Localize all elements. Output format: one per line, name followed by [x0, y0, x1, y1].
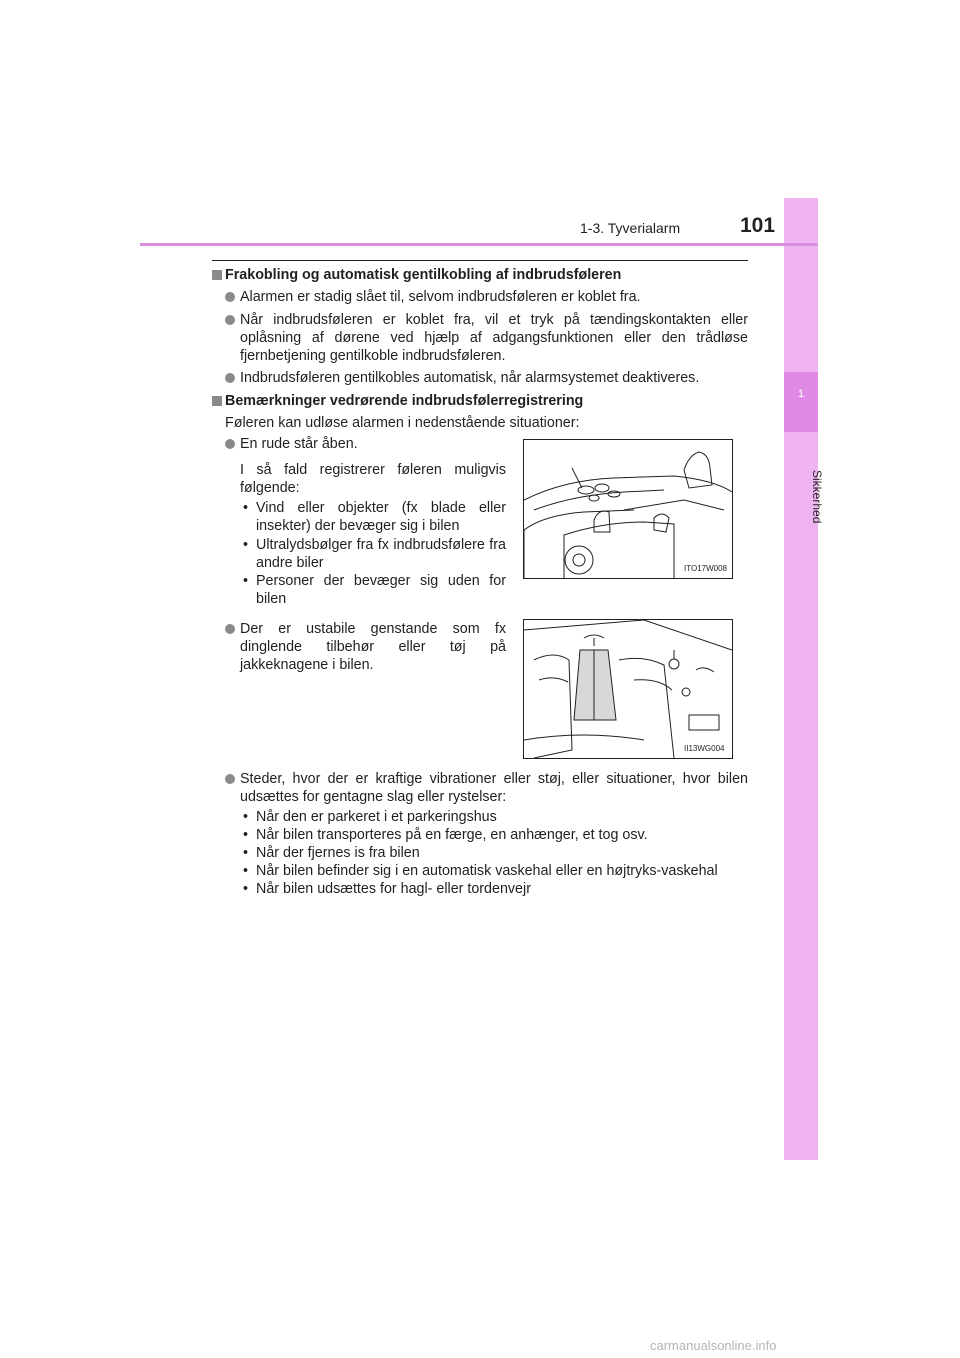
item-text: I så fald registrerer føleren muligvis følgende:	[240, 462, 506, 496]
section-heading: Frakobling og automatisk gentilkobling af indbrudsføleren	[225, 267, 622, 283]
sub-item: Når den er parkeret i et parkeringshus	[256, 809, 497, 825]
intro-text: Føleren kan udløse alarmen i nedenstående situationer:	[225, 415, 580, 431]
square-bullet-icon	[212, 270, 222, 280]
page-number: 101	[740, 214, 776, 237]
bullet-dot-icon	[225, 624, 235, 634]
bullet-text: Indbrudsføleren gentilkobles automatisk, når alarmsystemet deaktiveres.	[240, 370, 700, 386]
sub-item: Når bilen transporteres på en færge, en anhænger, et tog osv.	[256, 827, 648, 843]
section-heading: Bemærkninger vedrørende indbrudsfølerregistrering	[225, 393, 584, 409]
watermark-text: carmanualsonline.info	[650, 1338, 777, 1353]
hanging-clothes-icon	[524, 620, 732, 758]
sub-item: Når bilen udsættes for hagl- eller tordenvejr	[256, 881, 531, 897]
square-bullet-icon	[212, 396, 222, 406]
chapter-label: Sikkerhed	[810, 470, 824, 524]
sub-item: Når bilen befinder sig i en automatisk vaskehal eller en højtryks-vaskehal	[256, 863, 718, 879]
chapter-side-tab-active	[784, 372, 818, 432]
sub-item: Ultralydsbølger fra fx indbrudsfølere fra andre biler	[256, 537, 506, 571]
header-rule	[140, 243, 818, 246]
bullet-text: En rude står åben.	[240, 436, 358, 452]
chapter-number: 1	[797, 388, 805, 400]
chapter-side-tab	[784, 198, 818, 1160]
bullet-dot-icon	[225, 439, 235, 449]
bullet-text: Steder, hvor der er kraftige vibrationer eller støj, eller situationer, hvor bilen udsættes for gentagne slag eller rystelser:	[240, 771, 748, 805]
bullet-dot-icon	[225, 292, 235, 302]
figure-code: II13WG004	[684, 744, 725, 753]
bullet-text: Der er ustabile genstande som fx dinglende tilbehør eller tøj på jakkeknagene i bilen.	[240, 621, 506, 673]
section-title: 1-3. Tyverialarm	[580, 220, 681, 236]
figure-code: ITO17W008	[684, 564, 727, 573]
bullet-dot-icon	[225, 315, 235, 325]
sub-item: Vind eller objekter (fx blade eller insekter) der bevæger sig i bilen	[256, 500, 506, 534]
sub-item: Personer der bevæger sig uden for bilen	[256, 573, 506, 607]
hanging-clothes-illustration	[523, 619, 733, 759]
car-window-illustration	[523, 439, 733, 579]
sub-item: Når der fjernes is fra bilen	[256, 845, 420, 861]
car-window-icon	[524, 440, 732, 578]
bullet-dot-icon	[225, 373, 235, 383]
bullet-text: Alarmen er stadig slået til, selvom indbrudsføleren er koblet fra.	[240, 289, 641, 305]
bullet-dot-icon	[225, 774, 235, 784]
content-rule	[212, 260, 748, 261]
bullet-text: Når indbrudsføleren er koblet fra, vil et tryk på tændingskontakten eller oplåsning af dørene ved hjælp af adgangsfunktionen eller den trådløse fjernbetjening gentilkoble indbrudsføleren.	[240, 312, 748, 364]
